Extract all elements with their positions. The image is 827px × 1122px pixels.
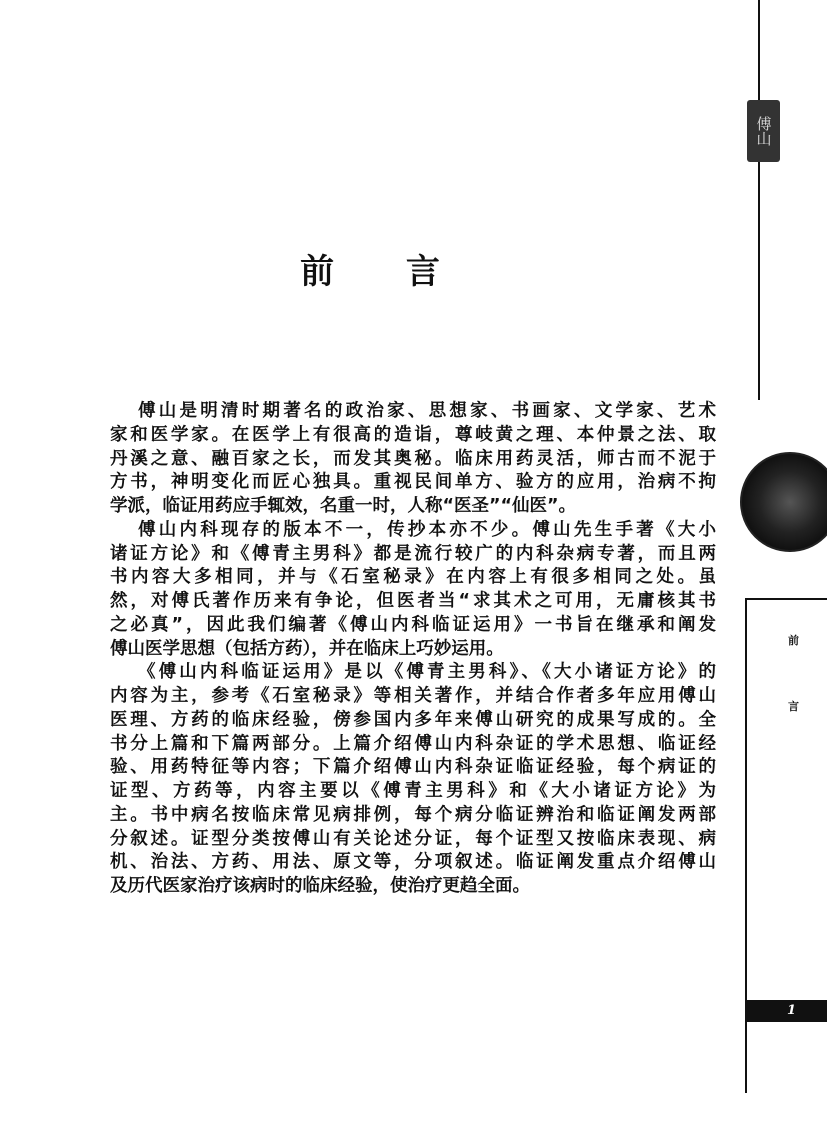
text-line: 医理、方药的临床经验，傍参国内多年来傅山研究的成果写成的。全 [110,709,716,730]
text-line: 丹溪之意、融百家之长，而发其奥秘。临床用药灵活，师古而不泥于 [110,448,716,469]
text-line: 之必真”，因此我们编著《傅山内科临证运用》一书旨在继承和阐发 [110,614,716,635]
text-line: 家和医学家。在医学上有很高的造诣，尊岐黄之理、本仲景之法、取 [110,424,716,445]
text-line: 主。书中病名按临床常见病排例，每个病分临证辨治和临证阐发两部 [110,804,716,825]
decorative-medallion [740,452,827,552]
text-line: 《傅山内科临证运用》是以《傅青主男科》、《大小诸证方论》的 [138,662,716,683]
text-line: 方书，神明变化而匠心独具。重视民间单方、验方的应用，治病不拘 [110,472,716,493]
text-line: 内容为主，参考《石室秘录》等相关著作，并结合作者多年应用傅山 [110,686,716,706]
text-line: 傅山内科现存的版本不一，传抄本亦不少。傅山先生手著《大小 [138,519,716,540]
text-line: 书内容大多相同，并与《石室秘录》在内容上有很多相同之处。虽 [110,567,716,588]
section-label-char: 言 [788,700,799,713]
text-line: 诸证方论》和《傅青主男科》都是流行较广的内科杂病专著，而且两 [110,543,716,564]
text-line: 傅山医学思想（包括方药），并在临床上巧妙运用。 [110,638,504,659]
preface-body [110,400,716,899]
page-title: 前 言 [300,252,470,292]
text-line: 然，对傅氏著作历来有争论，但医者当“求其术之可用，无庸核其书 [110,591,716,611]
text-line: 及历代医家治疗该病时的临床经验，使治疗更趋全面。 [110,876,530,896]
text-line: 傅山是明清时期著名的政治家、思想家、书画家、文学家、艺术 [138,401,716,421]
section-label-char: 前 [788,634,799,647]
margin-rule-top [758,0,760,400]
page-number: 1 [745,1000,827,1022]
text-line: 验、用药特征等内容；下篇介绍傅山内科杂证临证经验，每个病证的 [110,757,716,778]
text-line: 机、治法、方药、用法、原文等，分项叙述。临证阐发重点介绍傅山 [110,852,716,873]
seal-stamp: 傅山 [747,100,780,162]
margin-rule-horizontal [745,598,827,600]
text-line: 分叙述。证型分类按傅山有关论述分证，每个证型又按临床表现、病 [110,828,716,849]
text-line: 书分上篇和下篇两部分。上篇介绍傅山内科杂证的学术思想、临证经 [110,733,716,754]
text-line: 学派，临证用药应手辄效，名重一时，人称“医圣”“仙医”。 [110,496,577,516]
text-line: 证型、方药等，内容主要以《傅青主男科》和《大小诸证方论》为 [110,781,716,801]
